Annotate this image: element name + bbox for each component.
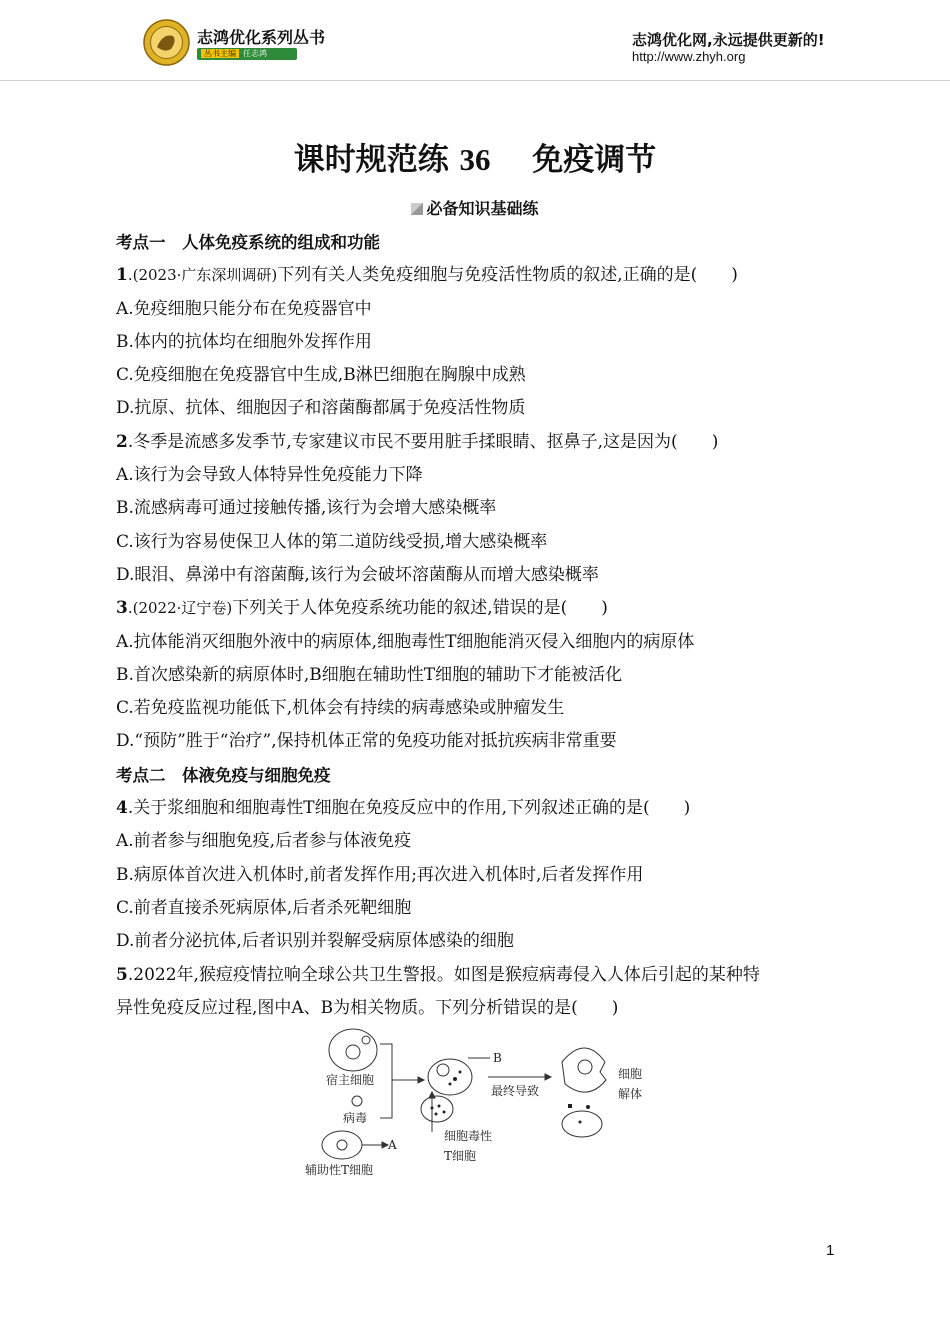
option: A.该行为会导致人体特异性免疫能力下降 <box>116 465 423 486</box>
question-source: . <box>127 964 134 985</box>
question-text: 下列有关人类免疫细胞与免疫活性物质的叙述,正确的是( ) <box>277 265 738 286</box>
infected-cell-shape <box>428 1059 472 1095</box>
question-3-stem <box>116 592 836 625</box>
question-source: . <box>127 798 134 819</box>
question-number: 4 <box>116 798 128 819</box>
lysis-label-2: 解体 <box>618 1087 643 1101</box>
host-cell-shape <box>329 1029 377 1071</box>
option: C.前者直接杀死病原体,后者杀死靶细胞 <box>116 897 412 918</box>
option: B.体内的抗体均在细胞外发挥作用 <box>116 331 372 352</box>
page-title <box>0 134 950 179</box>
question-5-stem-line-2: 异性免疫反应过程,图中A、B为相关物质。下列分析错误的是( ) <box>116 997 619 1018</box>
question-1-stem <box>116 259 836 292</box>
virus-shape <box>352 1096 362 1106</box>
brand-editor-tag: 丛书主编 <box>201 49 239 58</box>
option: D.“预防”胜于“治疗”,保持机体正常的免疫功能对抵抗疾病非常重要 <box>116 731 617 752</box>
question-text: 冬季是流感多发季节,专家建议市民不要用脏手揉眼睛、抠鼻子,这是因为( ) <box>133 431 719 452</box>
option: B.病原体首次进入机体时,前者发挥作用;再次进入机体时,后者发挥作用 <box>116 864 644 885</box>
immune-response-diagram <box>300 1022 690 1187</box>
title-number: 36 <box>459 142 491 177</box>
label-b: B <box>493 1051 502 1065</box>
question-number: 5 <box>116 964 128 985</box>
option: B.流感病毒可通过接触传播,该行为会增大感染概率 <box>116 498 497 519</box>
title-topic: 免疫调节 <box>532 142 657 178</box>
page-number: 1 <box>826 1242 835 1259</box>
point-heading-1: 考点一 人体免疫系统的组成和功能 <box>116 233 380 252</box>
question-text-line-1: 2022年,猴痘疫情拉响全球公共卫生警报。如图是猴痘病毒侵入人体后引起的某种特 <box>133 964 760 985</box>
option: D.抗原、抗体、细胞因子和溶菌酶都属于免疫活性物质 <box>116 398 526 419</box>
cytotoxic-t-cell-shape <box>421 1096 453 1122</box>
helper-t-label: 辅助性T细胞 <box>305 1163 374 1177</box>
question-4-stem <box>116 792 836 825</box>
title-prefix: 课时规范练 <box>293 142 449 178</box>
question-source: . <box>127 431 134 452</box>
option: D.眼泪、鼻涕中有溶菌酶,该行为会破坏溶菌酶从而增大感染概率 <box>116 564 599 585</box>
point-heading-2: 考点二 体液免疫与细胞免疫 <box>116 765 331 785</box>
question-number: 1 <box>116 265 128 286</box>
question-text: 下列关于人体免疫系统功能的叙述,错误的是( ) <box>232 598 608 619</box>
exercise-content <box>116 226 836 1025</box>
question-number: 3 <box>116 598 128 619</box>
question-source: .(2022·辽宁卷) <box>127 599 233 618</box>
page-header <box>0 0 950 80</box>
question-2-stem <box>116 426 836 459</box>
option: D.前者分泌抗体,后者识别并裂解受病原体感染的细胞 <box>116 931 514 952</box>
host-cell-label: 宿主细胞 <box>326 1073 375 1087</box>
section-label-text: 必备知识基础练 <box>426 199 539 218</box>
brand-logo-icon <box>143 19 190 66</box>
option: B.首次感染新的病原体时,B细胞在辅助性T细胞的辅助下才能被活化 <box>116 664 623 685</box>
lysis-label-1: 细胞 <box>618 1067 643 1081</box>
brand-editor-name: 任志鸿 <box>243 49 267 58</box>
header-url[interactable]: http://www.zhyh.org <box>632 49 746 64</box>
brand-title: 志鸿优化系列丛书 <box>197 28 326 47</box>
cytotoxic-t-label-2: T细胞 <box>444 1149 477 1163</box>
option: A.前者参与细胞免疫,后者参与体液免疫 <box>116 831 412 852</box>
virus-label: 病毒 <box>343 1111 368 1125</box>
question-source: .(2023·广东深圳调研) <box>127 266 278 285</box>
option: A.免疫细胞只能分布在免疫器官中 <box>116 298 372 319</box>
option: C.若免疫监视功能低下,机体会有持续的病毒感染或肿瘤发生 <box>116 698 565 719</box>
final-result-label: 最终导致 <box>491 1084 540 1098</box>
lysing-cell-shape <box>562 1048 606 1092</box>
helper-t-cell-shape <box>322 1131 362 1159</box>
brand-editor <box>197 48 297 60</box>
label-a: A <box>388 1138 397 1152</box>
header-divider <box>0 80 950 81</box>
cell-fragment-shape <box>562 1111 602 1137</box>
section-mark-icon <box>411 203 423 215</box>
option: C.免疫细胞在免疫器官中生成,B淋巴细胞在胸腺中成熟 <box>116 365 526 386</box>
header-slogan: 志鸿优化网,永远提供更新的! <box>632 31 825 49</box>
cytotoxic-t-label-1: 细胞毒性 <box>444 1129 493 1143</box>
question-text: 关于浆细胞和细胞毒性T细胞在免疫反应中的作用,下列叙述正确的是( ) <box>133 798 691 819</box>
question-5-stem <box>116 959 836 992</box>
question-number: 2 <box>116 431 128 452</box>
option: C.该行为容易使保卫人体的第二道防线受损,增大感染概率 <box>116 531 548 552</box>
option: A.抗体能消灭细胞外液中的病原体,细胞毒性T细胞能消灭侵入细胞内的病原体 <box>116 631 695 652</box>
section-label <box>0 196 950 219</box>
